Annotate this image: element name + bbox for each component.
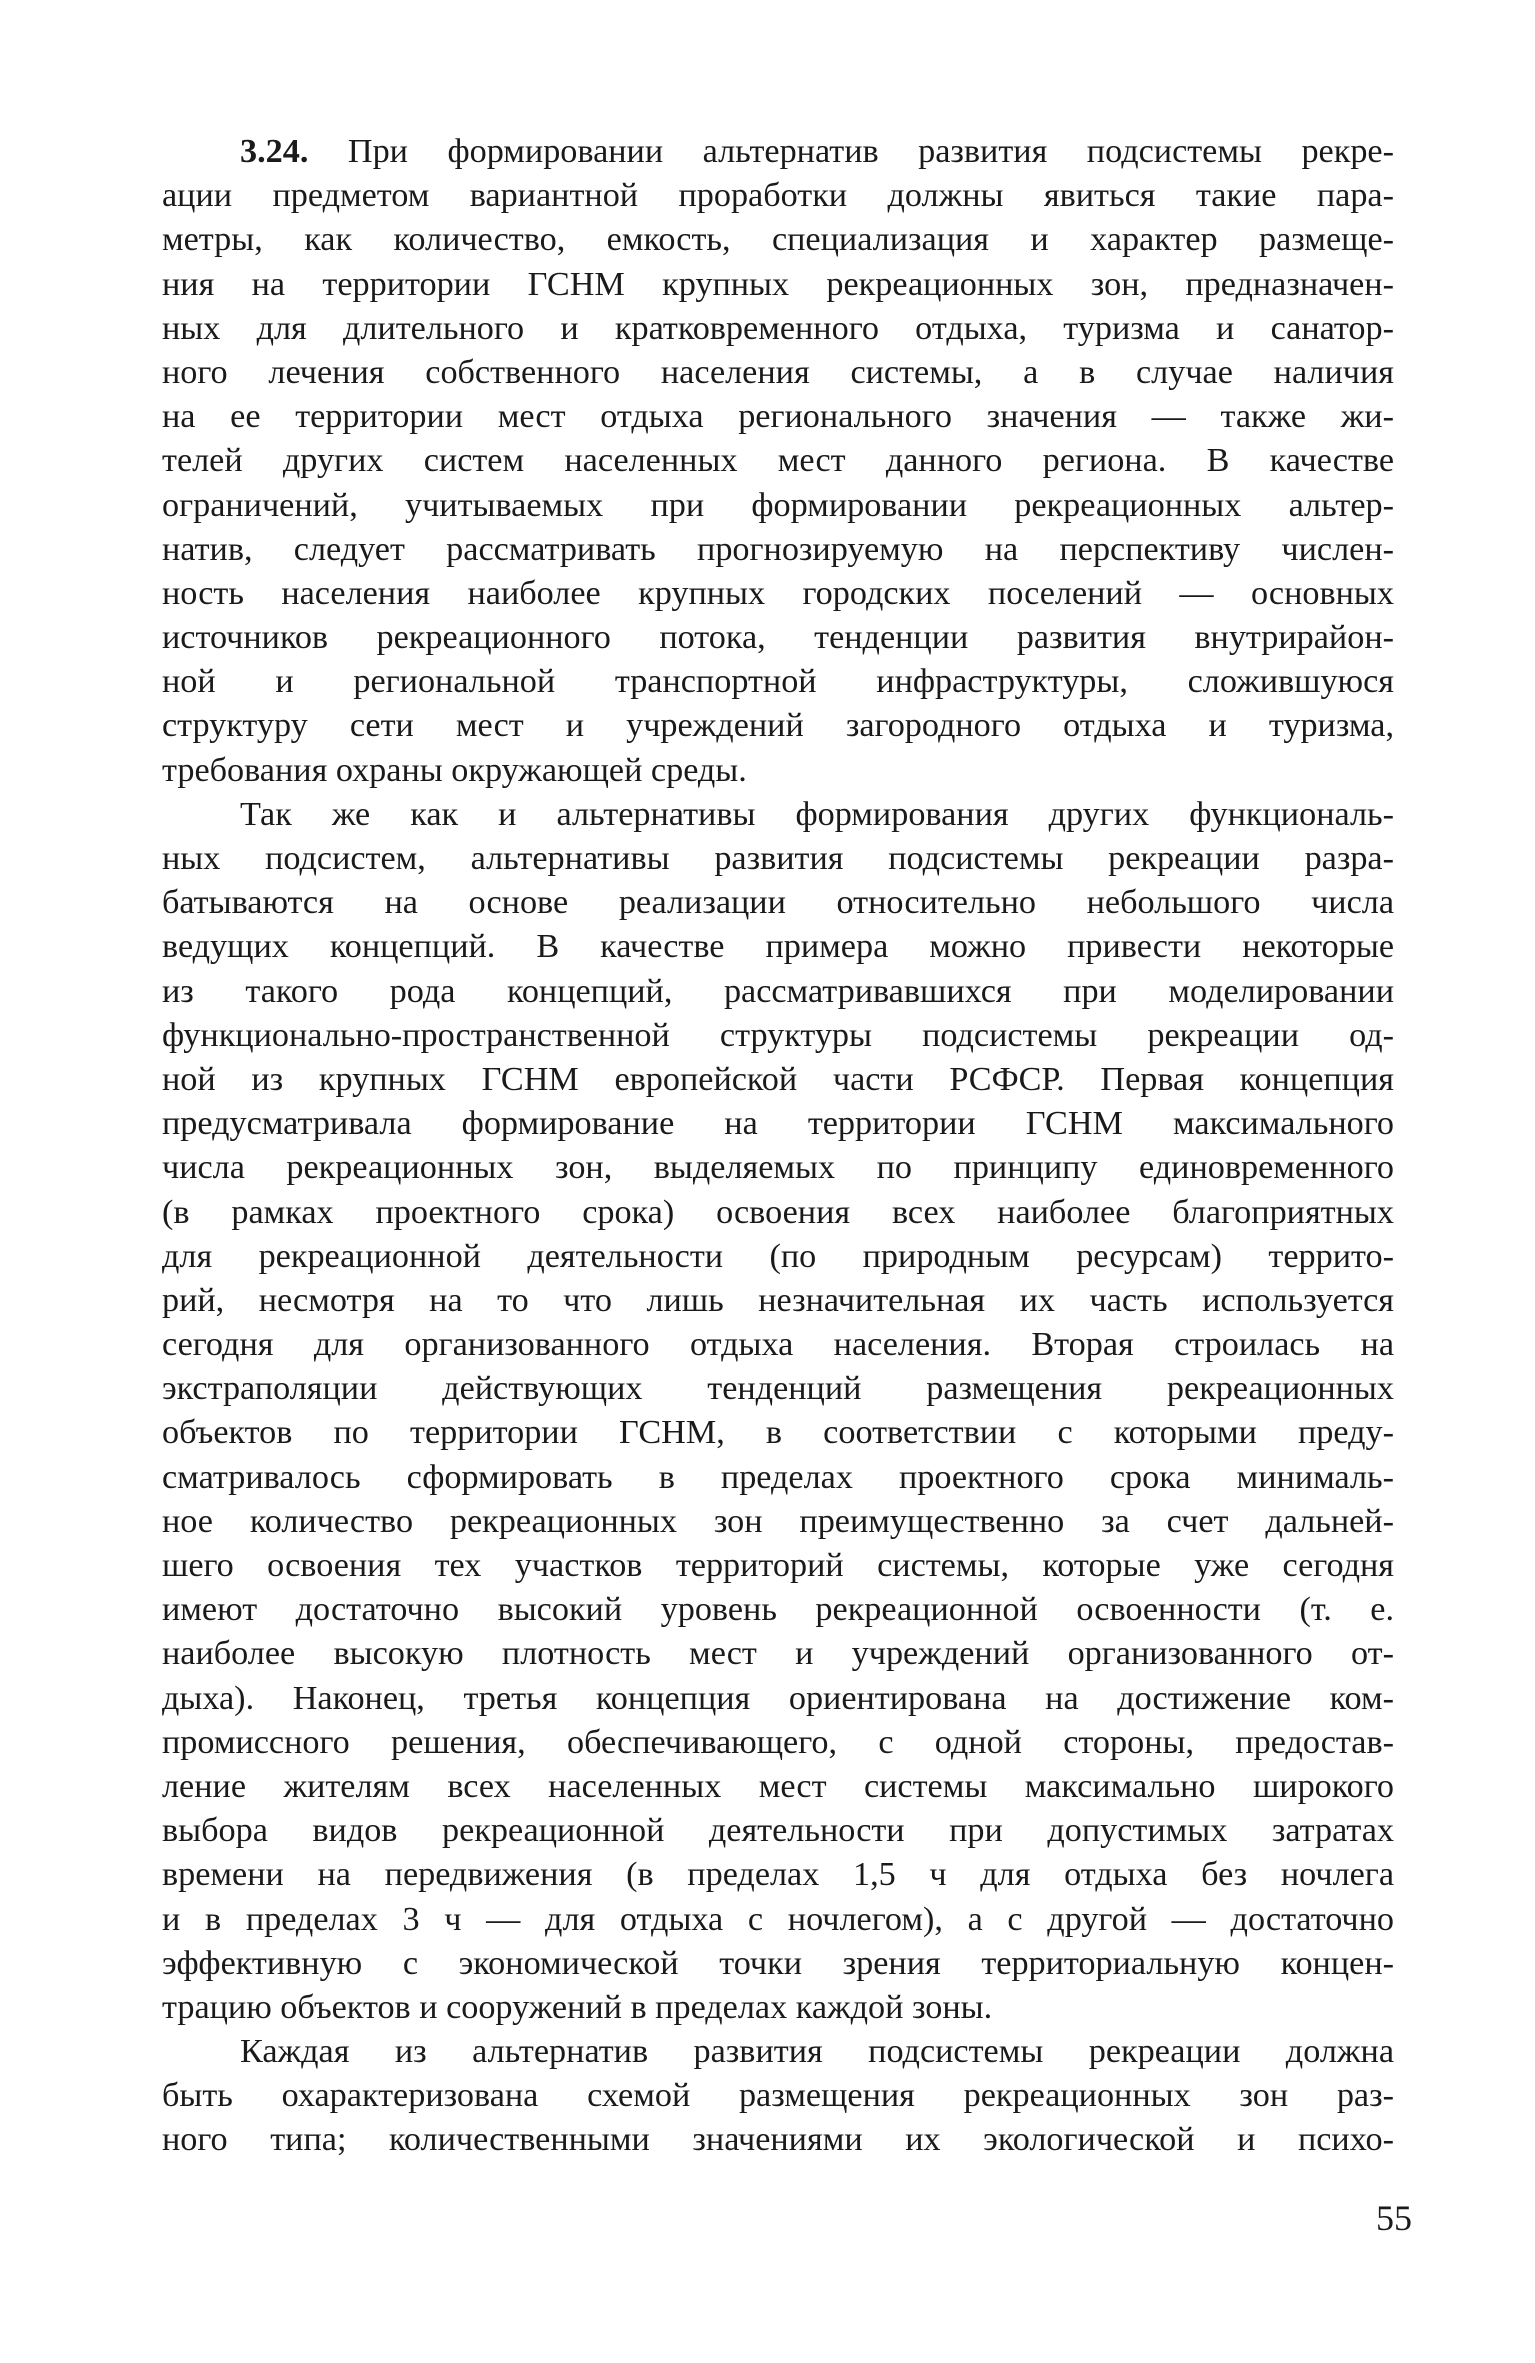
paragraph-2-line: из такого рода концепций, рассматривавшихся при моделировании — [162, 972, 1394, 1010]
page-text — [162, 130, 1394, 2330]
paragraph-2-line: предусматривала формирование на территории ГСНМ максимального — [162, 1105, 1394, 1143]
paragraph-2-line: (в рамках проектного срока) освоения всех наиболее благоприятных — [162, 1193, 1394, 1231]
paragraph-2-line: сегодня для организованного отдыха населения. Вторая строилась на — [162, 1326, 1394, 1364]
paragraph-1-line: ограничений, учитываемых при формировании рекреационных альтер- — [162, 486, 1394, 524]
paragraph-1-line: ных для длительного и кратковременного отдыха, туризма и санатор- — [162, 309, 1394, 347]
paragraph-2-line: объектов по территории ГСНМ, в соответствии с которыми преду- — [162, 1414, 1394, 1452]
paragraph-1-line: ации предметом вариантной проработки должны явиться такие пара- — [162, 177, 1394, 215]
paragraph-2-line: сматривалось сформировать в пределах проектного срока минималь- — [162, 1458, 1394, 1496]
paragraph-1 — [162, 130, 1394, 793]
paragraph-2-line: для рекреационной деятельности (по природным ресурсам) террито- — [162, 1237, 1394, 1275]
paragraph-2-line: и в пределах 3 ч — для отдыха с ночлегом), а с другой — достаточно — [162, 1900, 1394, 1938]
paragraph-2-line: функционально-пространственной структуры подсистемы рекреации од- — [162, 1016, 1394, 1054]
paragraph-1-line: требования охраны окружающей среды. — [162, 751, 747, 789]
paragraph-1-line: источников рекреационного потока, тенденции развития внутрирайон- — [162, 619, 1394, 657]
paragraph-2-line: Так же как и альтернативы формирования других функциональ- — [240, 795, 1394, 833]
paragraph-2-line: промиссного решения, обеспечивающего, с одной стороны, предостав- — [162, 1723, 1394, 1761]
paragraph-3-line: ного типа; количественными значениями их экологической и психо- — [162, 2121, 1394, 2159]
paragraph-1-line: ной и региональной транспортной инфраструктуры, сложившуюся — [162, 663, 1394, 701]
paragraph-1-line: телей других систем населенных мест данного региона. В качестве — [162, 442, 1394, 480]
paragraph-1-line-0 — [162, 130, 1394, 174]
paragraph-2-line: дыха). Наконец, третья концепция ориентирована на достижение ком- — [162, 1679, 1394, 1717]
paragraph-2-line: батываются на основе реализации относительно небольшого числа — [162, 884, 1394, 922]
paragraph-2-line: ление жителям всех населенных мест системы максимально широкого — [162, 1767, 1394, 1805]
paragraph-1-line: натив, следует рассматривать прогнозируемую на перспективу числен- — [162, 530, 1394, 568]
paragraph-1-line: ния на территории ГСНМ крупных рекреационных зон, предназначен- — [162, 265, 1394, 303]
paragraph-2-line: времени на передвижения (в пределах 1,5 ч для отдыха без ночлега — [162, 1856, 1394, 1894]
paragraph-1-line: на ее территории мест отдыха регионального значения — также жи- — [162, 398, 1394, 436]
paragraph-1-first-text: При формировании альтернатив развития подсистемы рекре- — [347, 133, 1394, 170]
section-number: 3.24. — [240, 133, 309, 170]
paragraph-2-line: имеют достаточно высокий уровень рекреационной освоенности (т. е. — [162, 1591, 1394, 1629]
paragraph-2-line: выбора видов рекреационной деятельности при допустимых затратах — [162, 1812, 1394, 1850]
paragraph-1-line: ность населения наиболее крупных городских поселений — основных — [162, 574, 1394, 612]
paragraph-1-line: ного лечения собственного населения системы, а в случае наличия — [162, 353, 1394, 391]
paragraph-3-line: быть охарактеризована схемой размещения рекреационных зон раз- — [162, 2077, 1394, 2115]
paragraph-2-line: экстраполяции действующих тенденций размещения рекреационных — [162, 1370, 1394, 1408]
paragraph-2-line: наиболее высокую плотность мест и учреждений организованного от- — [162, 1635, 1394, 1673]
paragraph-1-line: метры, как количество, емкость, специализация и характер размеще- — [162, 221, 1394, 259]
paragraph-2-line: ведущих концепций. В качестве примера можно привести некоторые — [162, 928, 1394, 966]
paragraph-2-line: ной из крупных ГСНМ европейской части РСФСР. Первая концепция — [162, 1060, 1394, 1098]
paragraph-2-line: эффективную с экономической точки зрения территориальную концен- — [162, 1944, 1394, 1982]
paragraph-2-line: трацию объектов и сооружений в пределах каждой зоны. — [162, 1988, 993, 2026]
paragraph-1-line: структуру сети мест и учреждений загородного отдыха и туризма, — [162, 707, 1394, 745]
page-number: 55 — [1376, 2198, 1412, 2238]
paragraph-2-line: рий, несмотря на то что лишь незначительная их часть используется — [162, 1281, 1394, 1319]
paragraph-3-line: Каждая из альтернатив развития подсистемы рекреации должна — [240, 2033, 1394, 2071]
paragraph-3 — [162, 2030, 1394, 2163]
paragraph-2-line: ное количество рекреационных зон преимущественно за счет дальней- — [162, 1502, 1394, 1540]
paragraph-2-line: шего освоения тех участков территорий системы, которые уже сегодня — [162, 1547, 1394, 1584]
paragraph-2 — [162, 793, 1394, 2030]
paragraph-2-line: числа рекреационных зон, выделяемых по принципу единовременного — [162, 1149, 1394, 1187]
paragraph-2-line: ных подсистем, альтернативы развития подсистемы рекреации разра- — [162, 840, 1394, 877]
